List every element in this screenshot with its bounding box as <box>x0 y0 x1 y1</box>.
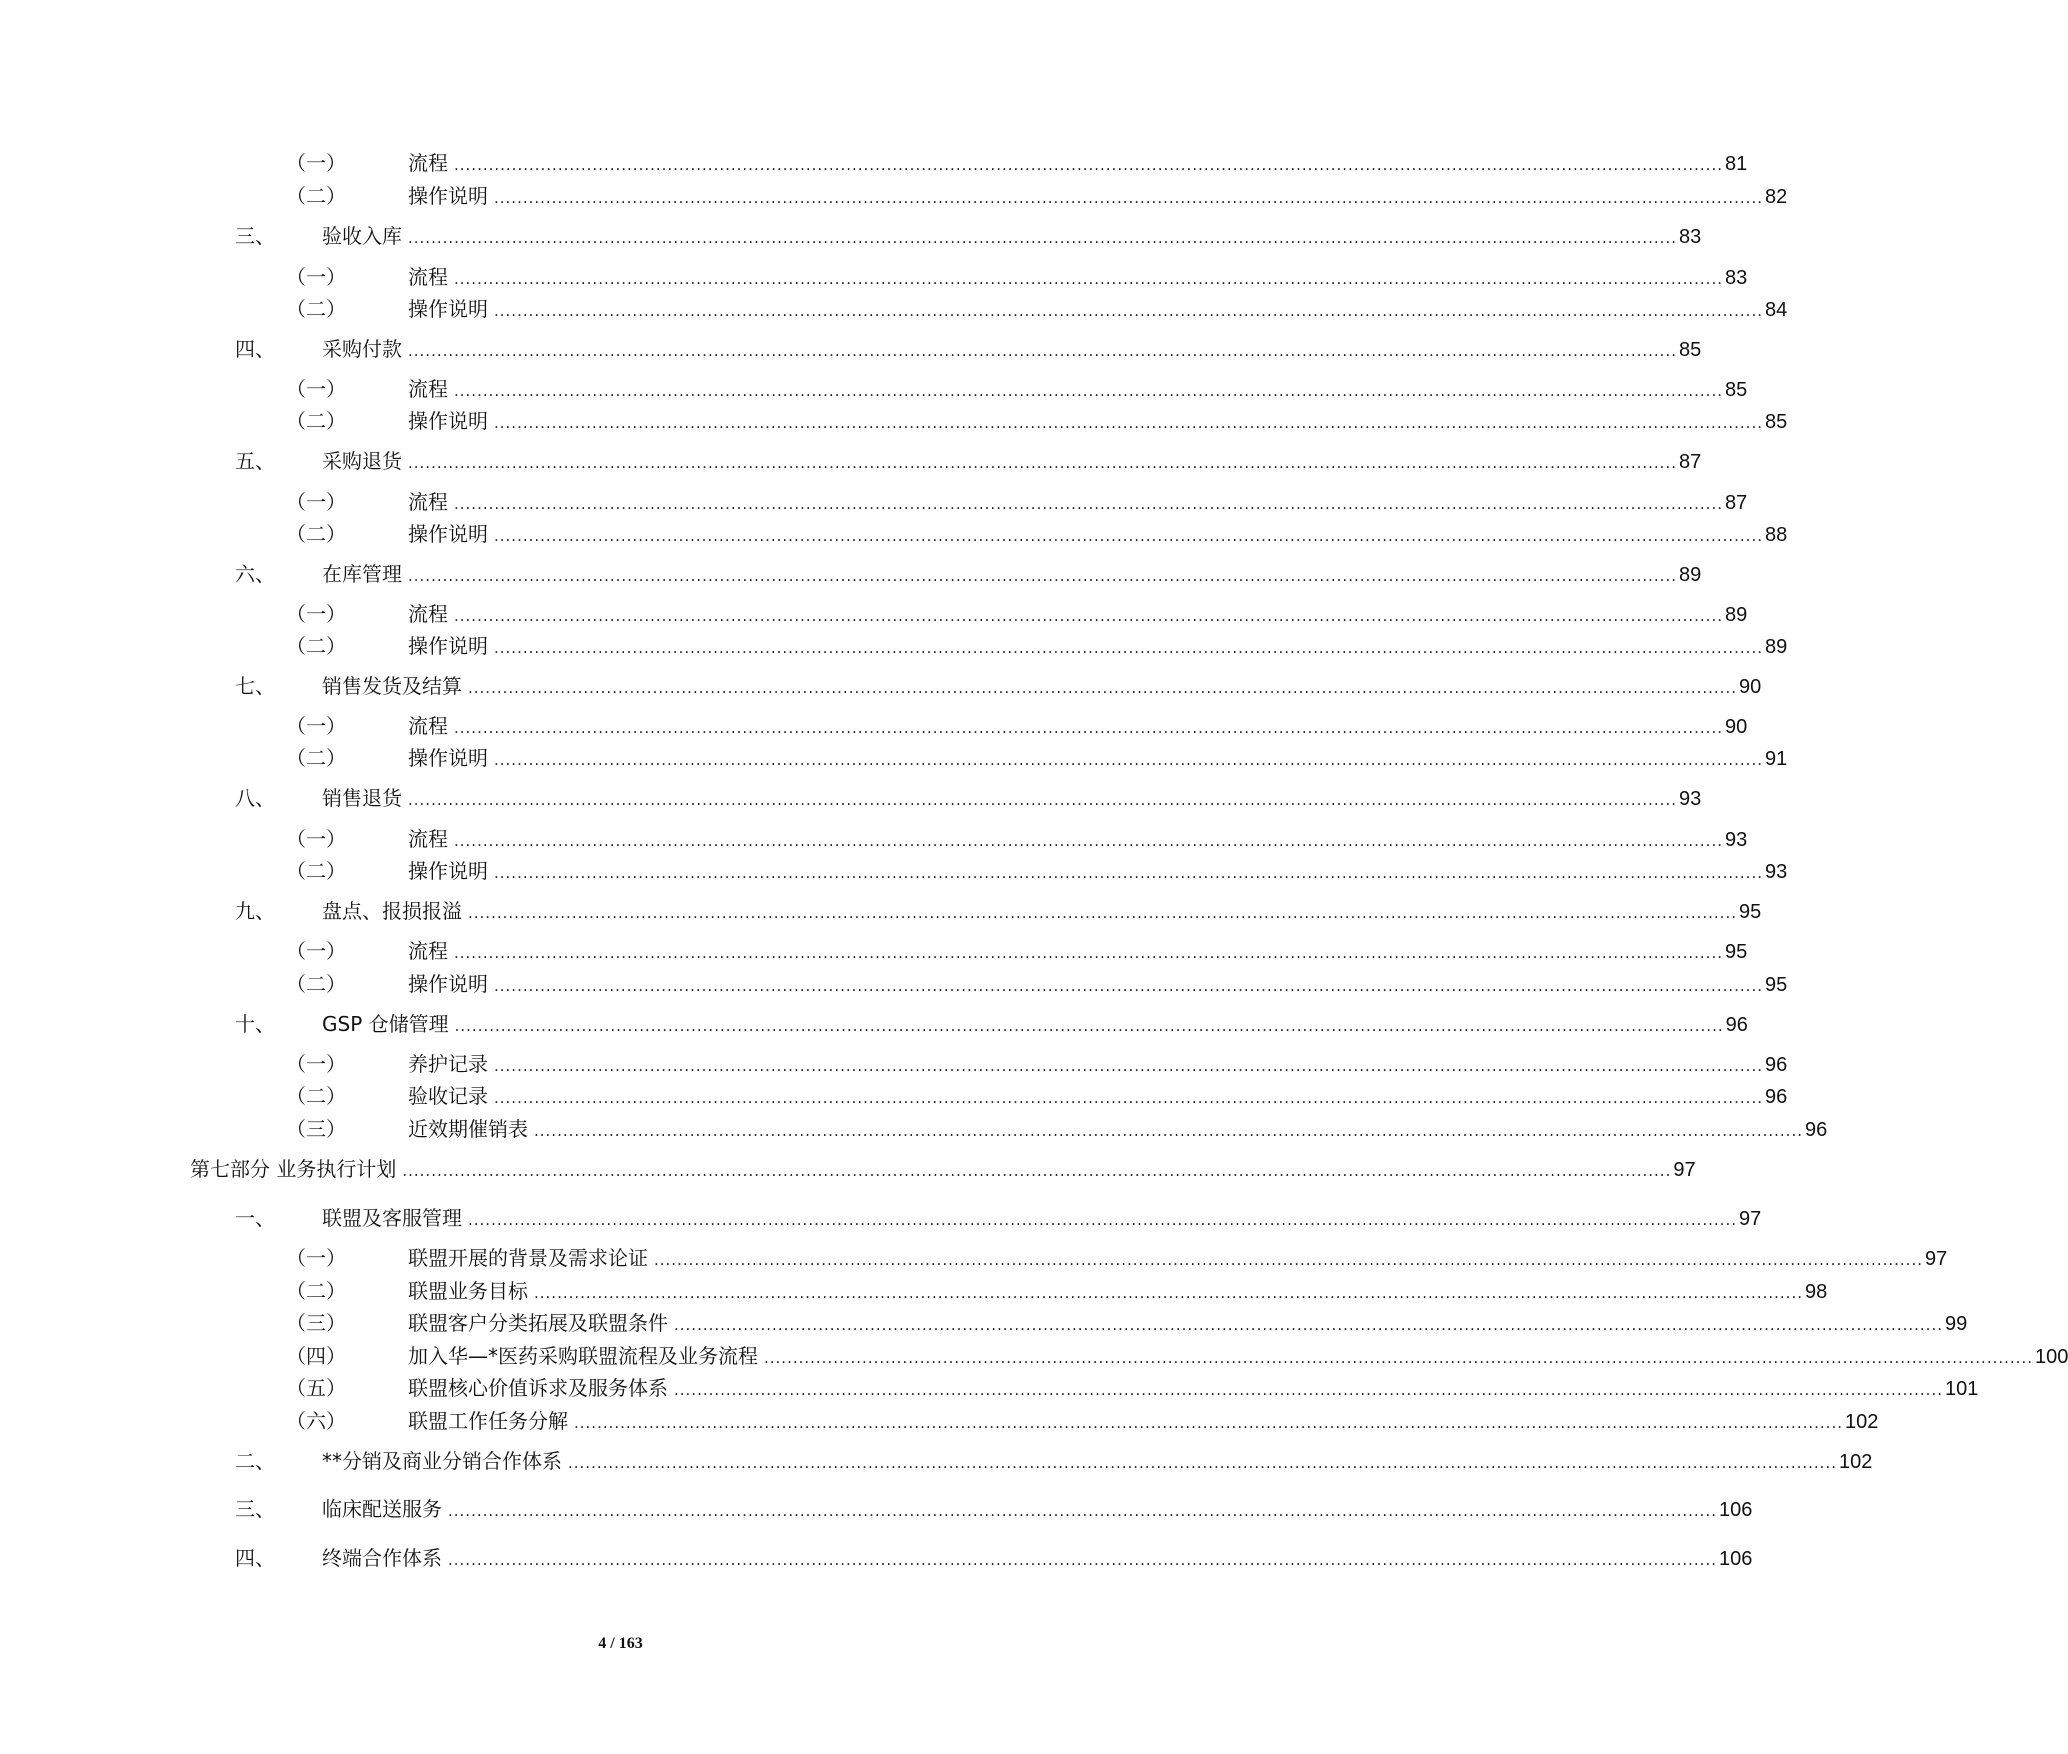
toc-entry-title: 流程 <box>408 939 448 963</box>
toc-entry-page: 90 <box>1724 716 1748 738</box>
toc-entry[interactable] <box>0 1447 1873 1475</box>
toc-entry-number: （二） <box>286 634 346 658</box>
toc-entry-page: 83 <box>1724 267 1748 289</box>
toc-entry-line <box>408 600 1748 630</box>
toc-entry[interactable] <box>0 897 1762 925</box>
toc-entry-page: 85 <box>1724 379 1748 401</box>
toc-entry-page: 102 <box>1844 1411 1879 1433</box>
dot-leader: ............................................................................................................................................................................................................................ <box>454 495 1723 513</box>
toc-entry-title: 加入华—*医药采购联盟流程及业务流程 <box>408 1344 758 1368</box>
toc-entry-line <box>408 1407 1879 1437</box>
toc-entry[interactable] <box>0 182 1788 210</box>
toc-entry-line <box>322 1495 1753 1525</box>
toc-entry-number: 九、 <box>235 899 275 923</box>
toc-entry-line <box>408 149 1748 179</box>
toc-entry-line <box>408 857 1788 887</box>
toc-entry-number: 三、 <box>235 224 275 248</box>
toc-entry-page: 97 <box>1924 1248 1948 1270</box>
toc-entry-title: GSP 仓储管理 <box>322 1012 449 1036</box>
toc-entry[interactable] <box>0 1342 2068 1370</box>
toc-entry-number: （二） <box>286 409 346 433</box>
dot-leader: ............................................................................................................................................................................................................................ <box>494 527 1763 545</box>
toc-entry-title: 销售发货及结算 <box>322 674 462 698</box>
toc-entry-number: （五） <box>286 1376 346 1400</box>
dot-leader: ............................................................................................................................................................................................................................ <box>494 1089 1763 1107</box>
toc-entry-line <box>408 488 1748 518</box>
toc-entry[interactable] <box>0 222 1702 250</box>
toc-entry-number: （二） <box>286 746 346 770</box>
toc-entry-number: （二） <box>286 1084 346 1108</box>
toc-entry-page: 95 <box>1764 974 1788 996</box>
dot-leader: ............................................................................................................................................................................................................................ <box>408 567 1677 585</box>
toc-entry-line <box>322 222 1702 252</box>
toc-entry-number: 四、 <box>235 337 275 361</box>
toc-entry-line <box>190 1155 1696 1185</box>
toc-entry-number: （三） <box>286 1117 346 1141</box>
toc-entry-title: 联盟核心价值诉求及服务体系 <box>408 1376 668 1400</box>
toc-entry-page: 82 <box>1764 186 1788 208</box>
dot-leader: ............................................................................................................................................................................................................................ <box>534 1284 1803 1302</box>
toc-entry-title: 验收记录 <box>408 1084 488 1108</box>
dot-leader: ............................................................................................................................................................................................................................ <box>454 832 1723 850</box>
toc-entry-page: 100 <box>2034 1346 2068 1368</box>
dot-leader: ............................................................................................................................................................................................................................ <box>408 229 1677 247</box>
toc-entry-title: 操作说明 <box>408 297 488 321</box>
toc-entry-title: 联盟及客服管理 <box>322 1206 462 1230</box>
toc-entry-page: 81 <box>1724 153 1748 175</box>
toc-entry-title: **分销及商业分销合作体系 <box>322 1449 562 1473</box>
toc-entry-number: （一） <box>286 265 346 289</box>
toc-entry-title: 流程 <box>408 827 448 851</box>
dot-leader: ............................................................................................................................................................................................................................ <box>454 382 1723 400</box>
toc-entry[interactable] <box>0 1277 1828 1305</box>
toc-entry-line <box>408 1082 1788 1112</box>
toc-entry-page: 84 <box>1764 299 1788 321</box>
toc-entry-number: 三、 <box>235 1497 275 1521</box>
toc-entry-title: 联盟客户分类拓展及联盟条件 <box>408 1311 668 1335</box>
dot-leader: ............................................................................................................................................................................................................................ <box>454 607 1723 625</box>
dot-leader: ............................................................................................................................................................................................................................ <box>574 1414 1843 1432</box>
toc-entry-number: （二） <box>286 972 346 996</box>
toc-entry[interactable] <box>0 1309 1968 1337</box>
toc-entry[interactable] <box>0 1407 1879 1435</box>
toc-entry[interactable] <box>0 1155 1696 1183</box>
toc-entry-title: 操作说明 <box>408 972 488 996</box>
dot-leader: ............................................................................................................................................................................................................................ <box>468 679 1737 697</box>
toc-entry-line <box>322 1204 1762 1234</box>
toc-entry-title: 操作说明 <box>408 409 488 433</box>
dot-leader: ............................................................................................................................................................................................................................ <box>454 156 1723 174</box>
toc-entry-title: 养护记录 <box>408 1052 488 1076</box>
dot-leader: ............................................................................................................................................................................................................................ <box>494 189 1763 207</box>
toc-entry-number: （二） <box>286 297 346 321</box>
toc-entry-title: 近效期催销表 <box>408 1117 528 1141</box>
toc-entry-number: （一） <box>286 1246 346 1270</box>
toc-entry-line <box>408 1244 1948 1274</box>
toc-entry-page: 93 <box>1724 829 1748 851</box>
toc-entry-number: （一） <box>286 151 346 175</box>
dot-leader: ............................................................................................................................................................................................................................ <box>568 1454 1837 1472</box>
toc-entry-line <box>408 263 1748 293</box>
toc-entry[interactable] <box>0 295 1788 323</box>
toc-entry-line <box>408 1050 1788 1080</box>
toc-entry-line <box>408 520 1788 550</box>
toc-entry-page: 83 <box>1678 226 1702 248</box>
dot-leader: ............................................................................................................................................................................................................................ <box>448 1551 1717 1569</box>
toc-entry[interactable] <box>0 1244 1948 1272</box>
dot-leader: ............................................................................................................................................................................................................................ <box>764 1349 2033 1367</box>
toc-entry-page: 95 <box>1724 941 1748 963</box>
dot-leader: ............................................................................................................................................................................................................................ <box>494 639 1763 657</box>
toc-entry[interactable] <box>0 1082 1788 1110</box>
toc-entry[interactable] <box>0 1010 1748 1038</box>
toc-entry-title: 终端合作体系 <box>322 1546 442 1570</box>
dot-leader: ............................................................................................................................................................................................................................ <box>468 1211 1737 1229</box>
toc-entry-title: 销售退货 <box>322 786 402 810</box>
toc-entry-line <box>322 784 1702 814</box>
toc-entry-line <box>408 1342 2068 1372</box>
toc-entry-line <box>408 825 1748 855</box>
toc-entry-number: （四） <box>286 1344 346 1368</box>
toc-entry[interactable] <box>0 1374 1979 1402</box>
toc-entry-page: 96 <box>1764 1086 1788 1108</box>
toc-entry-title: 流程 <box>408 714 448 738</box>
toc-entry[interactable] <box>0 407 1788 435</box>
toc-entry-title: 联盟工作任务分解 <box>408 1409 568 1433</box>
toc-entry-number: （二） <box>286 522 346 546</box>
dot-leader: ............................................................................................................................................................................................................................ <box>468 904 1737 922</box>
toc-entry-line <box>408 375 1748 405</box>
toc-entry-line <box>408 1374 1979 1404</box>
toc-entry-number: （一） <box>286 377 346 401</box>
dot-leader: ............................................................................................................................................................................................................................ <box>454 719 1723 737</box>
toc-entry-page: 106 <box>1718 1499 1753 1521</box>
toc-entry-page: 106 <box>1718 1548 1753 1570</box>
toc-entry-title: 操作说明 <box>408 859 488 883</box>
dot-leader: ............................................................................................................................................................................................................................ <box>494 414 1763 432</box>
toc-entry-page: 102 <box>1838 1451 1873 1473</box>
toc-entry-page: 87 <box>1724 492 1748 514</box>
toc-entry-number: 二、 <box>235 1449 275 1473</box>
toc-entry-number: 八、 <box>235 786 275 810</box>
toc-entry-page: 87 <box>1678 451 1702 473</box>
toc-entry-page: 89 <box>1678 564 1702 586</box>
toc-entry-page: 89 <box>1764 636 1788 658</box>
dot-leader: ............................................................................................................................................................................................................................ <box>534 1122 1803 1140</box>
toc-entry-number: 十、 <box>235 1012 275 1036</box>
toc-entry-title: 操作说明 <box>408 746 488 770</box>
toc-entry-title: 验收入库 <box>322 224 402 248</box>
toc-entry-line <box>322 447 1702 477</box>
toc-entry-title: 采购付款 <box>322 337 402 361</box>
toc-entry-line <box>322 1010 1748 1040</box>
toc-entry-line <box>408 937 1748 967</box>
toc-entry-number: （一） <box>286 490 346 514</box>
toc-entry-page: 98 <box>1804 1281 1828 1303</box>
dot-leader: ............................................................................................................................................................................................................................ <box>654 1251 1923 1269</box>
toc-entry-page: 85 <box>1764 411 1788 433</box>
toc-entry-number: （三） <box>286 1311 346 1335</box>
toc-entry-line <box>408 970 1788 1000</box>
toc-entry-page: 97 <box>1673 1159 1696 1181</box>
toc-entry-number: （一） <box>286 1052 346 1076</box>
toc-entry[interactable] <box>0 263 1748 291</box>
toc-entry[interactable] <box>0 744 1788 772</box>
toc-entry-number: （一） <box>286 602 346 626</box>
toc-entry-title: 盘点、报损报溢 <box>322 899 462 923</box>
toc-entry[interactable] <box>0 712 1748 740</box>
dot-leader: ............................................................................................................................................................................................................................ <box>494 302 1763 320</box>
toc-entry-line <box>322 1544 1753 1574</box>
toc-entry-number: 七、 <box>235 674 275 698</box>
toc-entry-page: 101 <box>1944 1378 1979 1400</box>
toc-entry[interactable] <box>0 600 1748 628</box>
toc-entry-number: 五、 <box>235 449 275 473</box>
toc-entry-title: 流程 <box>408 265 448 289</box>
toc-entry[interactable] <box>0 560 1702 588</box>
toc-entry[interactable] <box>0 1115 1828 1143</box>
toc-entry-number: （一） <box>286 827 346 851</box>
dot-leader: ............................................................................................................................................................................................................................ <box>494 864 1763 882</box>
toc-entry-number: （六） <box>286 1409 346 1433</box>
toc-entry-number: 四、 <box>235 1546 275 1570</box>
toc-entry[interactable] <box>0 1050 1788 1078</box>
toc-entry-line <box>408 744 1788 774</box>
toc-entry-title: 操作说明 <box>408 184 488 208</box>
toc-entry[interactable] <box>0 632 1788 660</box>
toc-entry-title: 临床配送服务 <box>322 1497 442 1521</box>
toc-entry-number: 一、 <box>235 1206 275 1230</box>
toc-entry-page: 85 <box>1678 339 1702 361</box>
toc-entry-number: （一） <box>286 714 346 738</box>
dot-leader: ............................................................................................................................................................................................................................ <box>674 1316 1943 1334</box>
toc-entry-title: 在库管理 <box>322 562 402 586</box>
toc-entry[interactable] <box>0 1204 1762 1232</box>
toc-entry-line <box>408 182 1788 212</box>
dot-leader: ............................................................................................................................................................................................................................ <box>408 454 1677 472</box>
toc-entry-title: 流程 <box>408 151 448 175</box>
toc-entry-title: 采购退货 <box>322 449 402 473</box>
toc-entry-title: 操作说明 <box>408 522 488 546</box>
toc-entry-page: 88 <box>1764 524 1788 546</box>
toc-entry[interactable] <box>0 488 1748 516</box>
toc-entry[interactable] <box>0 149 1748 177</box>
toc-entry[interactable] <box>0 1495 1753 1523</box>
toc-entry[interactable] <box>0 970 1788 998</box>
toc-entry-line <box>322 1447 1873 1477</box>
toc-entry-number: （二） <box>286 184 346 208</box>
toc-entry-number: 六、 <box>235 562 275 586</box>
dot-leader: ............................................................................................................................................................................................................................ <box>454 944 1723 962</box>
toc-entry-title: 流程 <box>408 490 448 514</box>
dot-leader: ............................................................................................................................................................................................................................ <box>494 977 1763 995</box>
toc-entry-page: 89 <box>1724 604 1748 626</box>
dot-leader: ............................................................................................................................................................................................................................ <box>454 1017 1724 1035</box>
toc-entry-number: （二） <box>286 1279 346 1303</box>
toc-entry-line <box>322 897 1762 927</box>
toc-entry-line <box>408 712 1748 742</box>
dot-leader: ............................................................................................................................................................................................................................ <box>408 342 1677 360</box>
toc-entry-line <box>408 295 1788 325</box>
dot-leader: ............................................................................................................................................................................................................................ <box>448 1502 1717 1520</box>
dot-leader: ............................................................................................................................................................................................................................ <box>454 270 1723 288</box>
toc-entry-page: 97 <box>1738 1208 1762 1230</box>
dot-leader: ............................................................................................................................................................................................................................ <box>674 1381 1943 1399</box>
toc-entry[interactable] <box>0 784 1702 812</box>
toc-entry-line <box>408 632 1788 662</box>
toc-entry-line <box>408 1309 1968 1339</box>
toc-entry-line <box>322 672 1762 702</box>
dot-leader: ............................................................................................................................................................................................................................ <box>494 1057 1763 1075</box>
toc-entry[interactable] <box>0 335 1702 363</box>
toc-entry-page: 93 <box>1764 861 1788 883</box>
toc-entry-line <box>408 1277 1828 1307</box>
toc-entry-line <box>322 335 1702 365</box>
toc-entry-line <box>322 560 1702 590</box>
toc-entry-line <box>408 407 1788 437</box>
toc-entry[interactable] <box>0 825 1748 853</box>
toc-entry-number: （二） <box>286 859 346 883</box>
toc-entry-page: 93 <box>1678 788 1702 810</box>
toc-entry-page: 90 <box>1738 676 1762 698</box>
toc-entry[interactable] <box>0 520 1788 548</box>
toc-entry-number: （一） <box>286 939 346 963</box>
toc-entry[interactable] <box>0 672 1762 700</box>
toc-entry-page: 91 <box>1764 748 1788 770</box>
toc-entry-title: 流程 <box>408 377 448 401</box>
dot-leader: ............................................................................................................................................................................................................................ <box>494 751 1763 769</box>
toc-entry[interactable] <box>0 1544 1753 1572</box>
page-number-footer: 4 / 163 <box>598 1635 643 1652</box>
toc-entry[interactable] <box>0 447 1702 475</box>
toc-entry[interactable] <box>0 937 1748 965</box>
toc-entry-page: 96 <box>1725 1014 1748 1036</box>
toc-entry-title: 第七部分 业务执行计划 <box>190 1157 397 1181</box>
toc-entry-page: 99 <box>1944 1313 1968 1335</box>
toc-entry-title: 联盟开展的背景及需求论证 <box>408 1246 648 1270</box>
toc-entry[interactable] <box>0 375 1748 403</box>
toc-entry-line <box>408 1115 1828 1145</box>
toc-entry-title: 操作说明 <box>408 634 488 658</box>
dot-leader: ............................................................................................................................................................................................................................ <box>408 791 1677 809</box>
toc-entry-page: 96 <box>1804 1119 1828 1141</box>
toc-entry-page: 96 <box>1764 1054 1788 1076</box>
toc-entry-title: 联盟业务目标 <box>408 1279 528 1303</box>
toc-entry-title: 流程 <box>408 602 448 626</box>
dot-leader: ............................................................................................................................................................................................................................ <box>402 1162 1672 1180</box>
toc-entry[interactable] <box>0 857 1788 885</box>
toc-entry-page: 95 <box>1738 901 1762 923</box>
